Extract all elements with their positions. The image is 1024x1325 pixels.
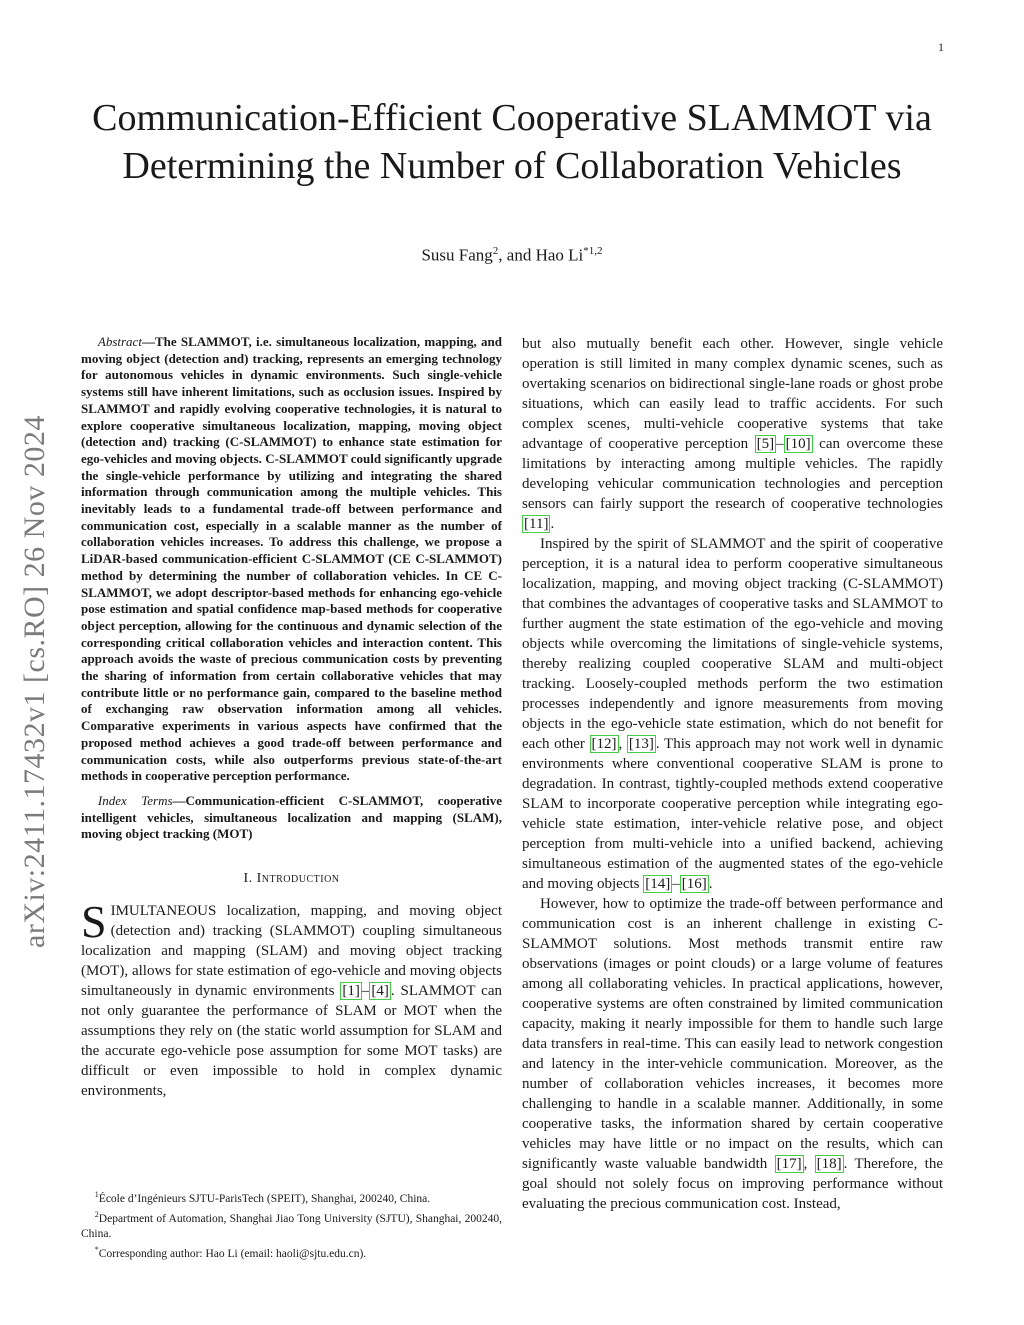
citation-link[interactable]: [17] [776,1156,802,1172]
footnote [81,1207,502,1242]
citation-link[interactable]: [16] [681,876,707,892]
intro-text: . SLAMMOT can not only guarantee the performance of SLAM or MOT when the assumptions they rely on (the static world assumption for SLAM and the accurate ego-vehicle pose assumption for some MOT tasks) are difficult or even impossible to hold in complex dynamic environments, [81,983,502,1100]
intro-text: – [361,983,370,1000]
body-paragraph [522,894,943,1214]
right-column [522,334,943,1214]
body-text: . [708,876,713,892]
author-affiliation-mark: 2 [492,245,499,257]
index-terms-text: —Communication-efficient C-SLAMMOT, cooperative intelligent vehicles, simultaneous localization and mapping (SLAM), moving object tracking (MOT) [81,792,502,842]
body-text: but also mutually benefit each other. However, single vehicle operation is still limited in many complex dynamic scenes, such as overtaking scenarios on bidirectional single-lane roads or ghost probe situations, which can easily lead to traffic accidents. For such complex scenes, multi-vehicle cooperative systems that take advantage of cooperative perception [522,336,943,452]
footnote-text: Department of Automation, Shanghai Jiao Tong University (SJTU), Shanghai, 200240, China. [81,1212,502,1240]
citation-link[interactable]: [11] [524,516,549,532]
footnote [81,1242,502,1262]
author-list [80,245,944,266]
arxiv-identifier: arXiv:2411.17432v1 [cs.RO] 26 Nov 2024 [18,415,51,948]
section-numeral: I. [243,871,253,887]
body-text: can overcome these limitations by interacting among multiple vehicles. The rapidly developing vehicular communication technologies and perception sensors can fairly support the research of cooperative technologies [522,436,943,512]
body-paragraph [522,334,943,534]
body-text: . [550,516,555,532]
citation-link[interactable]: [13] [628,736,654,752]
citation-link[interactable]: [14] [645,876,671,892]
footnote-mark: * [94,1244,99,1254]
abstract-text: —The SLAMMOT, i.e. simultaneous localization, mapping, and moving object (detection and) tracking, represents an emerging technology for autonomous vehicles in dynamic environments. Such single-vehicle systems still have inherent limitations, such as occlusion issues. Inspired by SLAMMOT and rapidly evolving cooperative technologies, it is natural to explore cooperative simultaneous localization, mapping, moving object (detection and) tracking (C-SLAMMOT) to enhance state estimation for ego-vehicles and moving objects. C-SLAMMOT could significantly upgrade the single-vehicle performance by utilizing and integrating the shared information through communication among the multiple vehicles. This inevitably leads to a fundamental trade-off between performance and communication cost, especially in a scalable manner as the number of collaboration vehicles increases. To address this challenge, we propose a LiDAR-based communication-efficient C-SLAMMOT (CE C-SLAMMOT) method by determining the number of collaboration vehicles. In CE C-SLAMMOT, we adopt descriptor-based methods for enhancing ego-vehicle pose estimation and spatial confidence map-based methods for cooperative object perception, allowing for the continuous and dynamic selection of the corresponding critical collaboration vehicles and interaction content. This approach avoids the waste of precious communication costs by preventing the sharing of information from certain collaborative vehicles that may contribute little or no performance gain, compared to the baseline method of exchanging raw observation information among all vehicles. Comparative experiments in various aspects have confirmed that the proposed method achieves a good trade-off between performance and communication costs, while also outperforms previous state-of-the-art methods in cooperative perception performance. [81,334,502,784]
body-text: Inspired by the spirit of SLAMMOT and the spirit of cooperative perception, it is a natural idea to perform cooperative simultaneous localization, mapping, and moving object tracking (C-SLAMMOT) that combines the advantages of cooperative tasks and SLAMMOT to further augment the state estimation of the ego-vehicle and moving objects while overcoming the limitations of single-vehicle systems, thereby realizing coupled cooperative SLAM and multi-object tracking. Loosely-coupled methods perform the two estimation processes independently and ignore measurements from moving objects in the ego-vehicle state estimation, which do not benefit for each other [522,536,943,752]
citation-link[interactable]: [4] [371,983,389,1000]
author-separator: , and [498,245,536,265]
citation-link[interactable]: [18] [816,1156,842,1172]
author-name: Hao Li [535,245,584,265]
drop-cap: S [81,896,107,948]
body-text: However, how to optimize the trade-off between performance and communication cost is an inherent challenge in existing C-SLAMMOT solutions. Most methods transmit entire raw observations (images or point clouds) or a large volume of features among all collaborating vehicles. In practical applications, however, cooperative systems are often constrained by limited communication capacity, making it nearly impossible for them to handle such large data transfers in real-time. This can easily lead to network congestion and latency in the inter-vehicle communication. Moreover, as the number of collaboration vehicles increases, it becomes more challenging to handle in a scalable manner. Additionally, in some cooperative tasks, the information shared by certain cooperative vehicles may have little or no impact on the results, which can significantly waste valuable bandwidth [522,896,943,1172]
footnote-mark: 1 [94,1190,99,1199]
intro-text: IMULTANEOUS localization, mapping, and moving object (detection and) tracking (SLAMMOT) coupling simultaneous localization and mapping (SLAM) and moving object tracking (MOT), allows for state estimation of ego-vehicle and moving objects simultaneously in dynamic environments [81,903,502,1000]
section-heading [81,871,502,887]
footnotes [81,1187,502,1261]
footnote-text: Corresponding author: Hao Li (email: haoli@sjtu.edu.cn). [98,1247,367,1260]
body-text: , [618,736,627,752]
footnote-mark: 2 [94,1209,99,1219]
index-terms [81,793,502,843]
abstract [81,334,502,785]
footnote [81,1187,502,1207]
footnote-text: École d’Ingénieurs SJTU-ParisTech (SPEIT), Shanghai, 200240, China. [98,1192,431,1205]
author-name: Susu Fang [421,245,493,265]
body-paragraph [522,534,943,894]
citation-link[interactable]: [12] [591,736,617,752]
section-title: Introduction [256,871,340,887]
page-number: 1 [938,40,944,54]
body-text: – [672,876,680,892]
body-text: . This approach may not work well in dynamic environments where conventional cooperative SLAM is prone to degradation. In contrast, tightly-coupled methods extend cooperative SLAM to incorporate cooperative perception while integrating ego-vehicle state estimation, inter-vehicle relative pose, and object perception from multi-vehicle into a unified backend, achieving simultaneous estimation of the augmented states of the ego-vehicle and moving objects [522,736,943,892]
citation-link[interactable]: [5] [756,436,775,452]
citation-link[interactable]: [10] [785,436,811,452]
body-text: . Therefore, the goal should not solely focus on improving performance without evaluating the precious communication cost. Instead, [522,1156,943,1212]
body-text: – [776,436,784,452]
body-text: , [803,1156,815,1172]
citation-link[interactable]: [1] [342,983,360,1000]
left-column [81,334,502,1101]
paper-title: Communication-Efficient Cooperative SLAMMOT via Determining the Number of Collaboration Vehicles [92,97,932,187]
author-affiliation-mark: *1,2 [583,245,603,257]
abstract-label: Abstract [97,334,142,349]
intro-paragraph [81,896,502,1101]
index-terms-label: Index Terms [97,792,173,808]
